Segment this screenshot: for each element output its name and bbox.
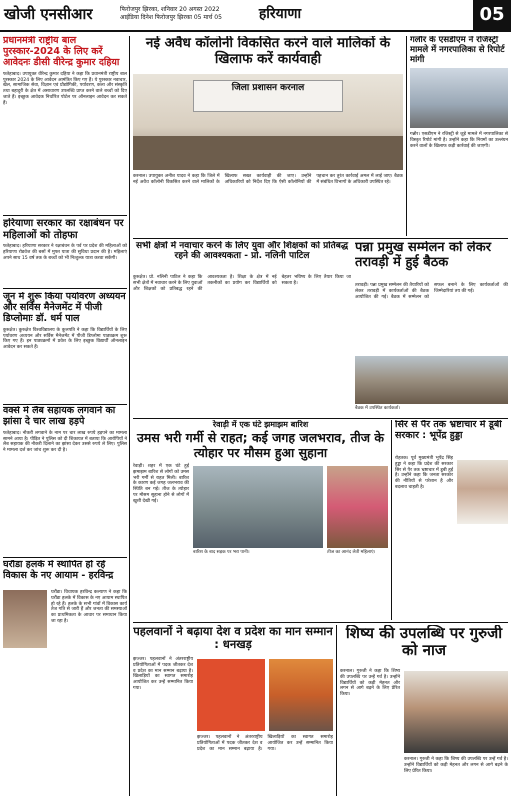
masthead: खोजी एनसीआर [4, 5, 93, 23]
article-body-cont: झज्जर। पहलवानों ने अंतरराष्ट्रीय प्रतियोगिताओं में पदक जीतकर देश व प्रदेश का मान सम्मान बढ़ाया है। खिलाड़ियों का स्वागत समारोह आयोजित कर उन्हें सम्मानित किया गया। [197, 735, 333, 752]
headline: नई अवैध कॉलोनी विकसित करने वाले मालिकों के खिलाफ करें कार्यवाही [145, 36, 391, 67]
issue-date: फिरोजपुर झिरका, शनिवार 20 अगस्त 2022 [120, 6, 220, 13]
article-body: घरौंडा। विधायक हरविन्द्र कल्याण ने कहा कि घरौंडा हलके में विकास के नए आयाम स्थापित हो रहे हैं। हलके के सभी गांवों में विकास कार्य तेज गति से जारी हैं और जनता की समस्याओं का प्राथमिकता के आधार पर समाधान किया जा रहा है। [51, 590, 127, 624]
article-a7 [410, 36, 508, 236]
divider [133, 622, 508, 623]
headline: हरियाणा सरकार का रक्षाबंधन पर महिलाओं को तोहफा [3, 218, 124, 241]
article-body: तरावड़ी। पन्ना प्रमुख सम्मेलन की तैयारियों को लेकर तरावड़ी में कार्यकर्ताओं की बैठक आयोजित की गई। बैठक में सम्मेलन को सफल बनाने के लिए कार्यकर्ताओं की जिम्मेदारियां तय की गईं। [355, 283, 508, 300]
hooda-portrait [457, 460, 508, 524]
building-photo [410, 68, 508, 128]
headline: जून में शुरू किया पर्यावरण अध्ययन और सर्विस मैनेजमेंट में पीजी डिप्लोमाः डॉ. धर्म पाल [3, 292, 126, 324]
section-title: हरियाणा [258, 6, 302, 22]
article-body: रेवाड़ी। शहर में एक घंटे हुई झमाझम बारिश से लोगों को उमस भरी गर्मी से राहत मिली। बारिश के कारण कई जगह जलभराव की स्थिति बन गई। तीज के त्योहार पर मौसम सुहाना होने से लोगों में खुशी देखी गई। [133, 464, 189, 504]
article-body: फतेहाबाद। नौकरी लगवाने के नाम पर चार लाख रुपये हड़पने का मामला सामने आया है। पीड़ित ने पुलिस को दी शिकायत में बताया कि आरोपियों ने लैब सहायक की नौकरी दिलाने का झांसा देकर उससे रुपये ले लिए। पुलिस ने मामला दर्ज कर जांच शुरू कर दी है। [3, 430, 127, 454]
headline: गलौर के एसडीएम ने रजिस्ट्री मामले में नगरपालिका से रिपोर्ट मांगी [410, 36, 505, 65]
article-body: फतेहाबाद। उपायुक्त वीरेन्द्र कुमार दहिया ने कहा कि प्रधानमंत्री राष्ट्रीय बाल पुरस्कार 2024 के लिए आवेदन आमंत्रित किए गए हैं। ये पुरस्कार नवाचार, खेल, सामाजिक सेवा, विज्ञान एवं प्रौद्योगिकी, पर्यावरण, कला और संस्कृति तथा बहादुरी के क्षेत्र में असाधारण उपलब्धि प्राप्त करने वाले बच्चों को दिए जाते हैं। इच्छुक आवेदक निर्धारित पोर्टल पर ऑनलाइन आवेदन कर सकते हैं। [3, 71, 127, 106]
article-a5 [3, 560, 127, 796]
guru-student-photo [404, 671, 508, 753]
headline: वर्क्स में लैब सहायक लगवाने का झांसा दे चार लाख हड़पे [3, 406, 116, 427]
headline: पहलवानों ने बढ़ाया देश व प्रदेश का मान सम्मान : धनखड़ [133, 625, 333, 652]
portrait-photo [3, 590, 47, 648]
article-body: कुरुक्षेत्र। प्रो. नलिनी पाटिल ने कहा कि सभी क्षेत्रों में नवाचार करने के लिए युवाओं और शिक्षकों को प्रतिबद्ध रहने की आवश्यकता है। शिक्षा के क्षेत्र में नई तकनीकों का प्रयोग कर विद्यार्थियों को बेहतर भविष्य के लिए तैयार किया जा सकता है। [133, 275, 351, 292]
photo-caption: बैठक में उपस्थित कार्यकर्ता। [355, 406, 401, 411]
headline: शिष्य की उपलब्धि पर गुरुजी को नाज [345, 625, 503, 660]
article-a13 [340, 625, 508, 796]
page-number: 05 [473, 0, 511, 30]
article-a2 [3, 218, 127, 288]
divider [3, 557, 127, 558]
article-body: गन्नौर। एसडीएम ने रजिस्ट्री से जुड़े मामले में नगरपालिका से विस्तृत रिपोर्ट मांगी है। उन्होंने कहा कि नियमों का उल्लंघन करने वालों के खिलाफ कड़ी कार्रवाई की जाएगी। [410, 132, 508, 149]
article-a11 [133, 420, 388, 620]
headline: सिर से पैर तक भ्रष्टाचार में डूबी सरकार : भूपेंद्र हुड्डा [395, 420, 502, 441]
headline: पन्ना प्रमुख सम्मेलन को लेकर तरावड़ी में हुई बैठक [355, 241, 492, 270]
column-rule [129, 36, 130, 796]
article-body: फतेहाबाद। हरियाणा सरकार ने रक्षाबंधन के पर्व पर प्रदेश की महिलाओं को हरियाणा रोडवेज की बसों में मुफ्त यात्रा की सुविधा प्रदान की है। महिलाएं अपने साथ 15 वर्ष तक के बच्चों को भी निःशुल्क यात्रा करवा सकेंगी। [3, 244, 127, 261]
table [133, 136, 403, 170]
felicitation-photo [197, 659, 265, 731]
headline: प्रधानमंत्री राष्ट्रीय बाल पुरस्कार-2024 के लिए करें आवेदनः डीसी वीरेन्द्र कुमार दहिया [3, 36, 120, 68]
headline: सभी क्षेत्रों में नवाचार करने के लिए युवा और शिक्षकों को प्रतिबद्ध रहने की आवश्यकता - प्रो. नलिनी पाटिल [135, 241, 349, 262]
article-body: झज्जर। पहलवानों ने अंतरराष्ट्रीय प्रतियोगिताओं में पदक जीतकर देश व प्रदेश का मान सम्मान बढ़ाया है। खिलाड़ियों का स्वागत समारोह आयोजित कर उन्हें सम्मानित किया गया। [133, 657, 193, 691]
wrestlers-photo [269, 659, 333, 731]
article-a12 [133, 625, 333, 796]
office-sign: जिला प्रशासन करनाल [193, 80, 343, 112]
article-body: कुरुक्षेत्र। कुरुक्षेत्र विश्वविद्यालय के कुलपति ने कहा कि विद्यार्थियों के लिए पर्यावरण अध्ययन और सर्विस मैनेजमेंट में पीजी डिप्लोमा पाठ्यक्रम शुरू किए गए हैं। इन पाठ्यक्रमों में प्रवेश के लिए इच्छुक विद्यार्थी ऑनलाइन आवेदन कर सकते हैं। [3, 327, 127, 351]
rain-photo [193, 466, 323, 548]
article-a4 [3, 406, 127, 556]
kicker: रेवाड़ी में एक घंटे झमाझम बारिश [212, 420, 309, 429]
page-header [0, 0, 511, 32]
article-body: करनाल। गुरुजी ने कहा कि शिष्य की उपलब्धि पर उन्हें गर्व है। उन्होंने विद्यार्थियों को कड़ी मेहनत और लगन से आगे बढ़ने के लिए प्रेरित किया। [340, 669, 400, 698]
article-body: करनाल। उपायुक्त अनीश यादव ने कहा कि जिले में नई अवैध कॉलोनी विकसित करने वाले मालिकों के खिलाफ सख्त कार्यवाही की जाए। उन्होंने अधिकारियों को निर्देश दिए कि ऐसी कॉलोनियों की पहचान कर तुरंत कार्रवाई अमल में लाई जाए। बैठक में संबंधित विभागों के अधिकारी उपस्थित रहे। [133, 174, 403, 185]
photo-caption: तीज का आनंद लेती महिलाएं। [327, 550, 376, 555]
divider [3, 404, 127, 405]
column-rule [391, 420, 392, 620]
article-a1 [3, 36, 127, 126]
article-body: रोहतक। पूर्व मुख्यमंत्री भूपेंद्र सिंह हुड्डा ने कहा कि प्रदेश की सरकार सिर से पैर तक भ्रष्टाचार में डूबी हुई है। उन्होंने कहा कि जनता सरकार की नीतियों से परेशान है और बदलाव चाहती है। [395, 456, 453, 490]
article-a6 [133, 36, 403, 236]
column-rule [406, 36, 407, 236]
article-a8 [133, 241, 351, 416]
group-photo [355, 356, 508, 404]
teej-photo [327, 466, 388, 548]
divider [133, 238, 508, 239]
issue-info: आईडिया दिनेश फिरोजपुर झिरका 05 मार्च 05 [120, 14, 222, 21]
article-a3 [3, 292, 127, 402]
divider [133, 418, 508, 419]
column-rule [336, 625, 337, 796]
article-a10 [395, 420, 508, 620]
divider [3, 215, 127, 216]
photo-caption: बारिश के बाद सड़क पर भरा पानी। [193, 550, 250, 555]
article-body-cont: करनाल। गुरुजी ने कहा कि शिष्य की उपलब्धि पर उन्हें गर्व है। उन्होंने विद्यार्थियों को कड़ी मेहनत और लगन से आगे बढ़ने के लिए प्रेरित किया। [404, 757, 508, 774]
divider [3, 288, 127, 289]
headline: उमस भरी गर्मी से राहत; कई जगह जलभराव, तीज के त्योहार पर मौसम हुआ सुहाना [137, 430, 384, 460]
meeting-photo [133, 74, 403, 170]
article-a9 [355, 241, 508, 416]
headline: घरौंडा हलके में स्थापित हो रहे विकास के नए आयाम - हरविन्द्र [3, 560, 114, 581]
